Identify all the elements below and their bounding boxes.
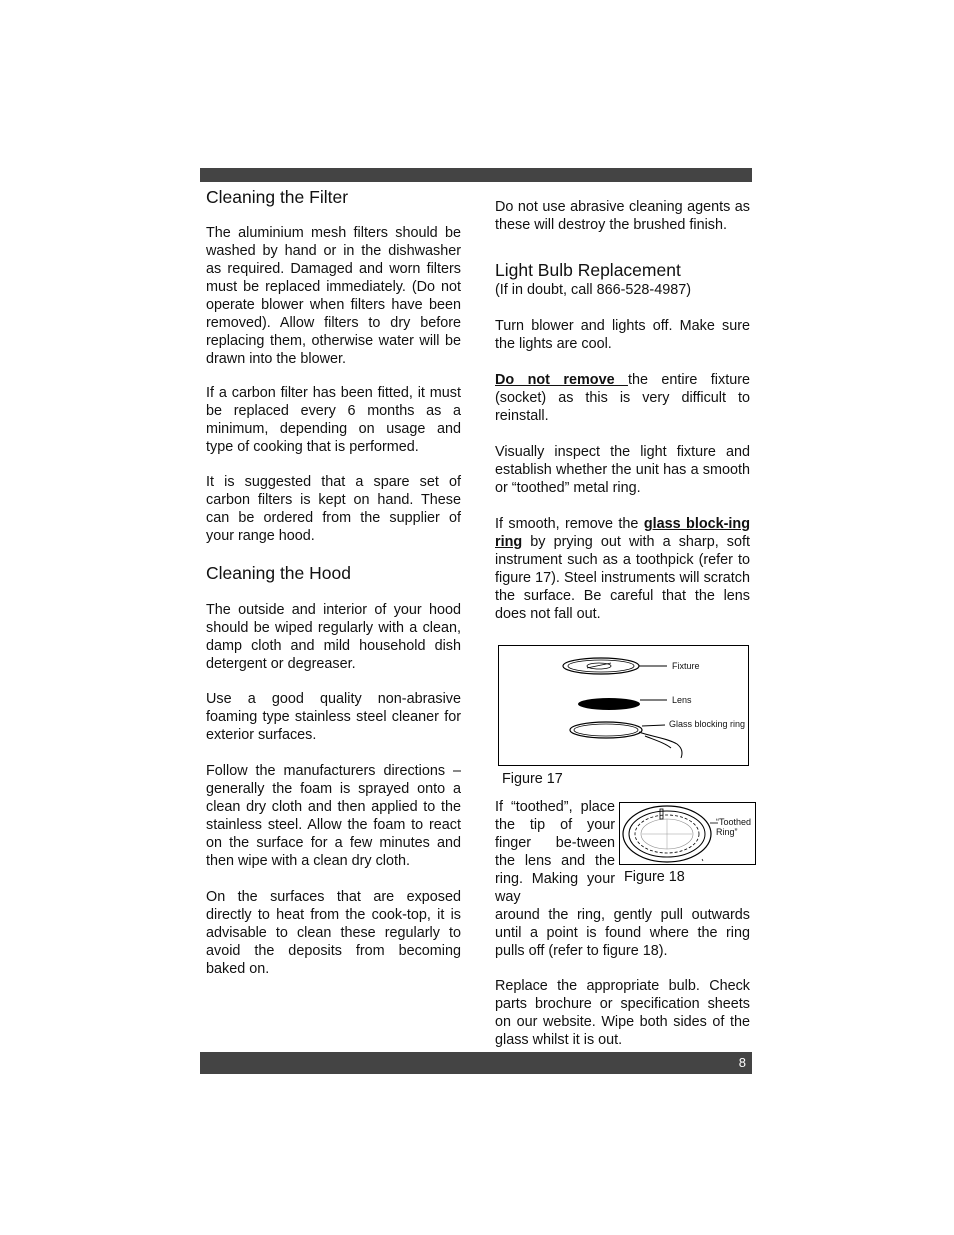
figure-17-caption: Figure 17 <box>502 771 563 787</box>
paragraph-filter-2: If a carbon filter has been fitted, it must be replaced every 6 months as a minimum, depending on usage and type of cooking that is performed. <box>206 385 461 455</box>
header-bar <box>200 168 752 182</box>
paragraph-filter-3: It is suggested that a spare set of carbon filters is kept on hand. These can be ordered from the supplier of your range hood. <box>206 474 461 544</box>
paragraph-do-not-remove <box>495 371 750 425</box>
do-not-remove-emphasis: Do not remove <box>495 372 628 388</box>
paragraph-hood-2: Use a good quality non-abrasive foaming type stainless steel cleaner for exterior surfaces. <box>206 691 461 743</box>
right-column-continued <box>495 906 750 1049</box>
left-column <box>206 186 461 978</box>
paragraph-smooth <box>495 515 750 623</box>
label-toothed-ring: “Toothed Ring” <box>716 817 752 837</box>
paragraph-hood-3: Follow the manufacturers directions – generally the foam is sprayed onto a clean dry cloth and then applied to the stainless steel. Allow the foam to react on the surface for a few minutes and then wipe with a clean dry cloth. <box>206 763 461 869</box>
heading-cleaning-filter: Cleaning the Filter <box>206 187 349 207</box>
phone-note: (If in doubt, call 866-528-4987) <box>495 282 691 298</box>
figure-18-caption: Figure 18 <box>624 869 685 885</box>
label-lens: Lens <box>672 695 692 705</box>
paragraph-replace-bulb: Replace the appropriate bulb. Check parts brochure or specification sheets on our website. Wipe both sides of the glass whilst it is out. <box>495 978 750 1048</box>
heading-light-bulb: Light Bulb Replacement <box>495 260 681 280</box>
paragraph-hood-4: On the surfaces that are exposed directly to heat from the cook-top, it is advisable to clean these regularly to avoid the deposits from becoming baked on. <box>206 889 461 977</box>
label-fixture: Fixture <box>672 661 700 671</box>
smooth-text-b: by prying out with a sharp, soft instrument such as a toothpick (refer to figure 17). Steel instruments will scratch the surface. Be careful that the lens does not fall out. <box>495 534 750 622</box>
paragraph-hood-1: The outside and interior of your hood should be wiped regularly with a clean, damp cloth and mild household dish detergent or degreaser. <box>206 602 461 672</box>
smooth-text-a: If smooth, remove the <box>495 516 644 532</box>
paragraph-filter-1: The aluminium mesh filters should be washed by hand or in the dishwasher as required. Damaged and worn filters must be replaced immediately. (Do not operate blower when filters have been removed). Allow filters to dry before replacing them, otherwise water will be drawn into the blower. <box>206 225 461 367</box>
paragraph-inspect: Visually inspect the light fixture and establish whether the unit has a smooth or “toothed” metal ring. <box>495 444 750 496</box>
figure-18 <box>619 802 756 865</box>
paragraph-toothed-rest: around the ring, gently pull outwards until a point is found where the ring pulls off (refer to figure 18). <box>495 907 750 959</box>
paragraph-toothed-start: If “toothed”, place the tip of your finger be-tween the lens and the ring. Making your way <box>495 799 615 905</box>
label-glass-blocking-ring: Glass blocking ring <box>669 719 746 729</box>
paragraph-abrasive: Do not use abrasive cleaning agents as these will destroy the brushed finish. <box>495 199 750 233</box>
right-column <box>495 198 750 623</box>
footer-bar <box>200 1052 752 1074</box>
toothed-wrap-text <box>495 798 615 906</box>
figure-17 <box>498 645 749 766</box>
figure-17-drawing <box>499 646 748 765</box>
paragraph-turn-off: Turn blower and lights off. Make sure the lights are cool. <box>495 318 750 352</box>
glass-blocking-ring-emphasis: glass block-ing ring <box>495 516 750 550</box>
page-number: 8 <box>738 1055 746 1070</box>
do-not-remove-text: the entire fixture (socket) as this is very difficult to reinstall. <box>495 372 750 424</box>
heading-cleaning-hood: Cleaning the Hood <box>206 563 351 583</box>
